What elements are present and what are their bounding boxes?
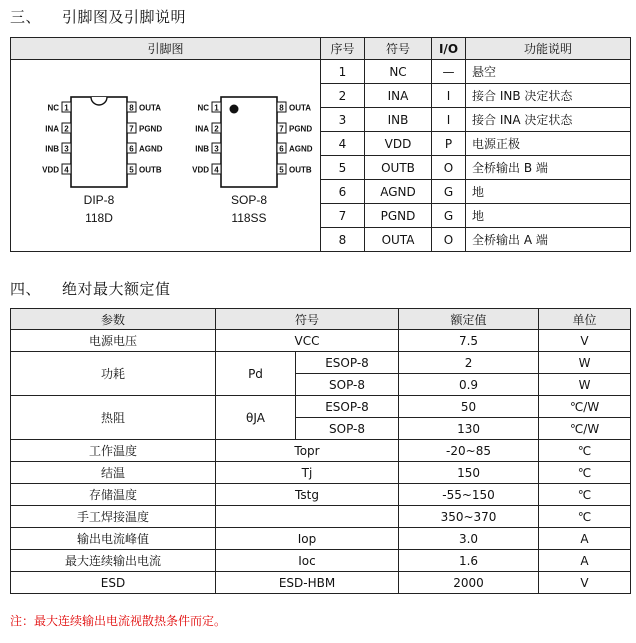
pin-description-table: [10, 37, 631, 252]
pin-function: 地: [466, 204, 631, 228]
header-unit: 单位: [539, 309, 631, 330]
unit-cell: ℃/W: [539, 396, 631, 418]
symbol-cell: ESD-HBM: [216, 572, 399, 594]
package-cell: ESOP-8: [296, 352, 399, 374]
unit-cell: V: [539, 330, 631, 352]
part-number: 118D: [85, 210, 113, 225]
section-4-title: 绝对最大额定值: [62, 280, 171, 298]
unit-cell: V: [539, 572, 631, 594]
rating-cell: 7.5: [399, 330, 539, 352]
pin-label: VDD: [42, 165, 59, 174]
package-name: SOP-8: [230, 192, 268, 207]
pin-no: 6: [321, 180, 365, 204]
param-cell: 输出电流峰值: [11, 528, 216, 550]
pin-label: VDD: [192, 165, 209, 174]
pin-io: G: [432, 180, 466, 204]
pin-symbol: VDD: [365, 132, 432, 156]
rating-cell: -55~150: [399, 484, 539, 506]
pin-number: 4: [64, 165, 69, 174]
symbol-cell: Tj: [216, 462, 399, 484]
rating-cell: 2000: [399, 572, 539, 594]
header-pin-diagram: 引脚图: [11, 38, 321, 60]
unit-cell: W: [539, 352, 631, 374]
pin-function: 悬空: [466, 60, 631, 84]
pin-label: INA: [195, 124, 209, 133]
pin-number: 1: [64, 103, 69, 112]
pin-number: 3: [64, 144, 69, 153]
pin-symbol: NC: [365, 60, 432, 84]
header-pin-function: 功能说明: [466, 38, 631, 60]
unit-cell: W: [539, 374, 631, 396]
pin-label: INA: [45, 124, 59, 133]
rating-cell: 1.6: [399, 550, 539, 572]
pin-no: 7: [321, 204, 365, 228]
param-cell: 最大连续输出电流: [11, 550, 216, 572]
pin-number: 7: [279, 124, 284, 133]
pin-number: 7: [129, 124, 134, 133]
pin-no: 3: [321, 108, 365, 132]
package-cell: SOP-8: [296, 374, 399, 396]
pin-no: 1: [321, 60, 365, 84]
symbol-cell: VCC: [216, 330, 399, 352]
package-cell: ESOP-8: [296, 396, 399, 418]
footnote: 注：最大连续输出电流视散热条件而定。: [10, 614, 227, 628]
pin-io: G: [432, 204, 466, 228]
pin-label: OUTB: [289, 165, 312, 174]
pin-label: PGND: [289, 124, 313, 133]
pin-number: 2: [64, 124, 69, 133]
symbol-cell: Tstg: [216, 484, 399, 506]
param-cell: 电源电压: [11, 330, 216, 352]
pin1-dot: [230, 104, 239, 113]
section-3-heading: [10, 6, 186, 27]
pin-number: 2: [214, 124, 219, 133]
param-cell: 热阻: [11, 396, 216, 440]
unit-cell: ℃: [539, 440, 631, 462]
pin-no: 2: [321, 84, 365, 108]
header-pin-symbol: 符号: [365, 38, 432, 60]
pin-no: 4: [321, 132, 365, 156]
unit-cell: ℃: [539, 462, 631, 484]
part-number: 118SS: [231, 210, 267, 225]
chip-body: [221, 97, 277, 187]
section-4-number: 四、: [10, 280, 42, 298]
pin-number: 3: [214, 144, 219, 153]
pin-function: 全桥输出 B 端: [466, 156, 631, 180]
rating-cell: 0.9: [399, 374, 539, 396]
pin-symbol: OUTA: [365, 228, 432, 252]
pin-io: O: [432, 228, 466, 252]
pin-diagram-cell: [11, 60, 321, 252]
pin-diagram: [11, 61, 321, 251]
pin-io: P: [432, 132, 466, 156]
pin-label: NC: [197, 103, 209, 112]
rating-cell: 150: [399, 462, 539, 484]
pin-function: 接合 INB 决定状态: [466, 84, 631, 108]
pin-no: 8: [321, 228, 365, 252]
pin-number: 6: [129, 144, 134, 153]
pin-label: AGND: [289, 144, 313, 153]
pin-symbol: OUTB: [365, 156, 432, 180]
pin-number: 5: [279, 165, 284, 174]
rating-cell: 2: [399, 352, 539, 374]
symbol-cell: θJA: [216, 396, 296, 440]
pin-symbol: INB: [365, 108, 432, 132]
param-cell: 存储温度: [11, 484, 216, 506]
rating-cell: 350~370: [399, 506, 539, 528]
rating-cell: 50: [399, 396, 539, 418]
symbol-cell: Pd: [216, 352, 296, 396]
header-param: 参数: [11, 309, 216, 330]
param-cell: 结温: [11, 462, 216, 484]
header-pin-no: 序号: [321, 38, 365, 60]
pin-number: 1: [214, 103, 219, 112]
symbol-cell: [216, 506, 399, 528]
pin-label: OUTA: [139, 103, 162, 112]
pin-number: 4: [214, 165, 219, 174]
rating-cell: 130: [399, 418, 539, 440]
rating-cell: 3.0: [399, 528, 539, 550]
param-cell: 工作温度: [11, 440, 216, 462]
pin-no: 5: [321, 156, 365, 180]
pin-label: OUTA: [289, 103, 312, 112]
pin-label: PGND: [139, 124, 163, 133]
symbol-cell: Iop: [216, 528, 399, 550]
section-3-number: 三、: [10, 8, 42, 26]
pin-label: NC: [47, 103, 59, 112]
header-rating: 额定值: [399, 309, 539, 330]
header-symbol: 符号: [216, 309, 399, 330]
unit-cell: ℃: [539, 484, 631, 506]
unit-cell: ℃: [539, 506, 631, 528]
unit-cell: ℃/W: [539, 418, 631, 440]
symbol-cell: Topr: [216, 440, 399, 462]
pin-number: 5: [129, 165, 134, 174]
param-cell: 手工焊接温度: [11, 506, 216, 528]
pin-io: —: [432, 60, 466, 84]
pin-symbol: AGND: [365, 180, 432, 204]
rating-cell: -20~85: [399, 440, 539, 462]
package-cell: SOP-8: [296, 418, 399, 440]
symbol-cell: Ioc: [216, 550, 399, 572]
section-4-heading: [10, 278, 171, 299]
pin-function: 接合 INA 决定状态: [466, 108, 631, 132]
pin-function: 全桥输出 A 端: [466, 228, 631, 252]
header-pin-io: I/O: [432, 38, 466, 60]
unit-cell: A: [539, 528, 631, 550]
pin-label: AGND: [139, 144, 163, 153]
pin-symbol: PGND: [365, 204, 432, 228]
pin-io: I: [432, 84, 466, 108]
absolute-max-ratings-table: [10, 308, 631, 594]
pin-number: 6: [279, 144, 284, 153]
section-3-title: 引脚图及引脚说明: [62, 8, 187, 26]
param-cell: 功耗: [11, 352, 216, 396]
chip-body: [71, 97, 127, 187]
pin-io: O: [432, 156, 466, 180]
pin-function: 电源正极: [466, 132, 631, 156]
pin-label: INB: [45, 144, 59, 153]
pin-function: 地: [466, 180, 631, 204]
pin-number: 8: [279, 103, 284, 112]
unit-cell: A: [539, 550, 631, 572]
package-name: DIP-8: [83, 192, 115, 207]
pin-number: 8: [129, 103, 134, 112]
pin-symbol: INA: [365, 84, 432, 108]
param-cell: ESD: [11, 572, 216, 594]
pin-label: OUTB: [139, 165, 162, 174]
pin-label: INB: [195, 144, 209, 153]
pin-io: I: [432, 108, 466, 132]
